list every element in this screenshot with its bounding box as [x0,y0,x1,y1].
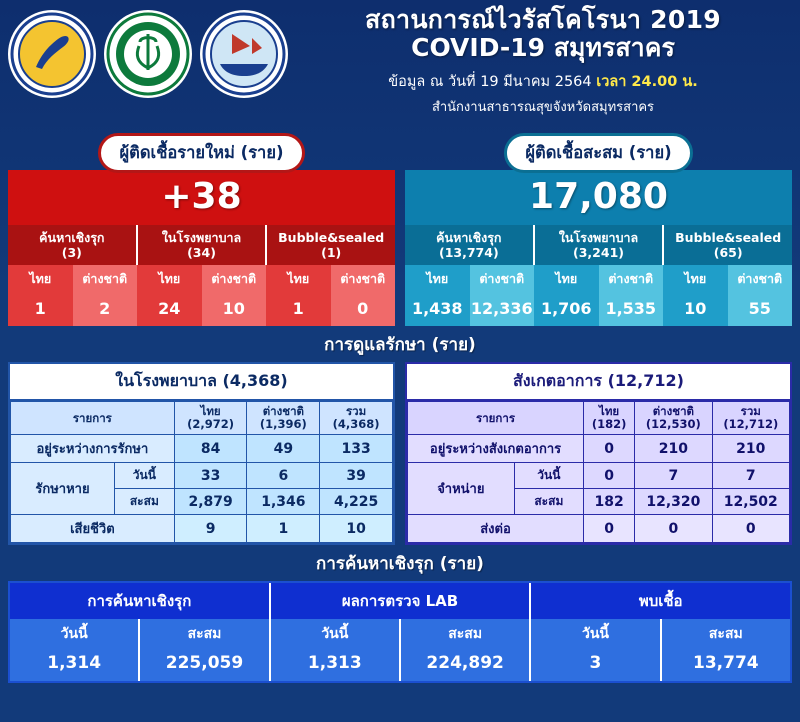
group-count: (65) [713,245,743,260]
row-thai: 0 [584,515,635,543]
row-total: 7 [712,463,789,489]
hospital-card [8,362,395,545]
sub-label-foreign: ต่างชาติ [331,265,396,293]
group-count: (1) [321,245,342,260]
row-total: 12,502 [712,489,789,515]
sub-label-thai: ไทย [266,265,331,293]
row-thai: 9 [174,515,247,543]
proactive-values [10,649,790,681]
group-count: (3) [61,245,82,260]
proactive-col-head: การค้นหาเชิงรุก [10,583,271,619]
col-item: รายการ [11,402,175,435]
col-foreign-label: ต่างชาติ [652,404,694,418]
cumulative-cases-box [405,170,792,326]
value-foreign: 12,336 [470,293,535,326]
col-item: รายการ [408,402,584,435]
page-title-line1: สถานการณ์ไวรัสโคโรนา 2019 [365,5,721,34]
table-row [408,435,790,463]
row-label: เสียชีวิต [11,515,175,543]
proactive-today-label: วันนี้ [10,619,140,649]
col-thai-label: ไทย [599,404,620,418]
page-title-line2: COVID-19 สมุทรสาคร [411,33,675,62]
group-label: ค้นหาเชิงรุก [39,230,105,245]
sub-label-thai: ไทย [534,265,599,293]
proactive-subheaders [10,619,790,649]
proactive-today-value: 3 [531,649,661,681]
table-row [11,515,393,543]
row-thai: 0 [584,435,635,463]
new-cases-box [8,170,395,326]
row-foreign: 1,346 [247,489,320,515]
group-count: (13,774) [439,245,499,260]
new-cases-group-headers [8,225,395,265]
value-foreign: 55 [728,293,793,326]
proactive-cum-label: สะสม [708,626,743,643]
group-label: ในโรงพยาบาล [558,230,639,245]
row-label: รักษาหาย [11,463,115,515]
col-foreign [635,402,712,435]
col-foreign-sub: (12,530) [645,417,701,432]
proactive-col-head: พบเชื้อ [638,592,683,611]
proactive-cum-value: 225,059 [140,649,270,681]
header-titles [288,6,792,117]
sub-label-thai: ไทย [405,265,470,293]
value-thai: 24 [137,293,202,326]
cumulative-cases-title: ผู้ติดเชื้อสะสม (ราย) [504,133,692,173]
cumulative-cases-total: 17,080 [529,176,668,217]
row-label: ส่งต่อ [408,515,584,543]
value-thai: 1,706 [534,293,599,326]
data-date: ข้อมูล ณ วันที่ 19 มีนาคม 2564 [388,73,592,90]
value-foreign: 2 [73,293,138,326]
sub-label-thai: ไทย [137,265,202,293]
ministry-of-public-health-icon [104,10,192,98]
table-header-row [11,402,393,435]
new-cases-values [8,293,395,326]
col-thai [174,402,247,435]
col-total [712,402,789,435]
row-total: 133 [320,435,393,463]
row-sublabel: สะสม [514,489,583,515]
sub-label-foreign: ต่างชาติ [470,265,535,293]
care-row [0,362,800,545]
value-thai: 1,438 [405,293,470,326]
sub-label-foreign: ต่างชาติ [728,265,793,293]
hospital-card-title: ในโรงพยาบาล (4,368) [10,364,393,401]
row-label: อยู่ระหว่างสังเกตอาการ [408,435,584,463]
proactive-col-head: ผลการตรวจ LAB [271,583,532,619]
col-thai-sub: (2,972) [187,417,235,432]
row-label: อยู่ระหว่างการรักษา [11,435,175,463]
observation-card [405,362,792,545]
row-foreign: 0 [635,515,712,543]
value-thai: 1 [266,293,331,326]
col-total-label: รวม [740,404,761,418]
value-foreign: 1,535 [599,293,664,326]
row-foreign: 6 [247,463,320,489]
samut-sakhon-seal-icon [200,10,288,98]
table-row [11,435,393,463]
row-total: 4,225 [320,489,393,515]
sub-label-foreign: ต่างชาติ [73,265,138,293]
group-label: Bubble&sealed [278,230,385,245]
new-cases-panel [8,138,395,326]
observation-card-title: สังเกตอาการ (12,712) [407,364,790,401]
proactive-today-value: 1,313 [271,649,401,681]
care-section-title: การดูแลรักษา (ราย) [324,335,476,355]
data-timestamp [294,70,792,93]
row-thai: 182 [584,489,635,515]
row-thai: 0 [584,463,635,489]
organization-name: สำนักงานสาธารณสุขจังหวัดสมุทรสาคร [431,99,655,115]
group-label: ในโรงพยาบาล [161,230,242,245]
hospital-table [10,401,393,543]
value-thai: 1 [8,293,73,326]
proactive-today-label: วันนี้ [531,619,661,649]
group-header [662,225,792,265]
row-thai: 2,879 [174,489,247,515]
row-total: 39 [320,463,393,489]
row-sublabel: วันนี้ [114,463,174,489]
group-count: (3,241) [573,245,624,260]
proactive-headers [10,583,790,619]
cases-row [0,138,800,326]
proactive-section-title: การค้นหาเชิงรุก (ราย) [316,554,484,575]
group-header [8,225,136,265]
row-foreign: 12,320 [635,489,712,515]
col-total-sub: (12,712) [723,417,779,432]
group-count: (34) [187,245,216,260]
row-foreign: 49 [247,435,320,463]
row-foreign: 210 [635,435,712,463]
row-total: 10 [320,515,393,543]
cumulative-cases-panel [405,138,792,326]
group-header [533,225,663,265]
proactive-section [0,581,800,691]
row-sublabel: วันนี้ [514,463,583,489]
header [0,0,800,138]
col-foreign-label: ต่างชาติ [262,404,304,418]
cumulative-subheaders [405,265,792,293]
row-foreign: 1 [247,515,320,543]
col-thai [584,402,635,435]
data-time: เวลา 24.00 น. [596,73,698,90]
provincial-seal-icon [8,10,96,98]
value-thai: 10 [663,293,728,326]
cumulative-values [405,293,792,326]
value-foreign: 10 [202,293,267,326]
col-foreign [247,402,320,435]
col-total-label: รวม [346,404,367,418]
value-foreign: 0 [331,293,396,326]
row-thai: 84 [174,435,247,463]
proactive-cum-value: 224,892 [401,649,531,681]
group-label: ค้นหาเชิงรุก [436,230,502,245]
group-label: Bubble&sealed [675,230,782,245]
row-total: 210 [712,435,789,463]
cumulative-group-headers [405,225,792,265]
row-thai: 33 [174,463,247,489]
col-thai-label: ไทย [200,404,221,418]
proactive-cum-value: 13,774 [693,653,759,674]
new-cases-pill-wrap [8,138,395,168]
row-foreign: 7 [635,463,712,489]
new-cases-title: ผู้ติดเชื้อรายใหม่ (ราย) [98,133,304,173]
sub-label-thai: ไทย [663,265,728,293]
col-total-sub: (4,368) [332,417,380,432]
col-foreign-sub: (1,396) [259,417,307,432]
table-row [11,463,393,489]
proactive-today-value: 1,314 [10,649,140,681]
observation-table [407,401,790,543]
logo-group [8,6,288,98]
proactive-cum-label: สะสม [401,619,531,649]
group-header [405,225,533,265]
table-row [408,463,790,489]
sub-label-foreign: ต่างชาติ [599,265,664,293]
group-header [136,225,266,265]
sub-label-thai: ไทย [8,265,73,293]
row-total: 0 [712,515,789,543]
col-total [320,402,393,435]
table-header-row [408,402,790,435]
cumulative-cases-pill-wrap [405,138,792,168]
proactive-table [8,581,792,683]
row-label: จำหน่าย [408,463,515,515]
sub-label-foreign: ต่างชาติ [202,265,267,293]
row-sublabel: สะสม [114,489,174,515]
proactive-cum-label: สะสม [140,619,270,649]
col-thai-sub: (182) [591,417,627,432]
new-cases-subheaders [8,265,395,293]
new-cases-total: +38 [161,176,242,217]
table-row [408,515,790,543]
group-header [265,225,395,265]
proactive-today-label: วันนี้ [271,619,401,649]
